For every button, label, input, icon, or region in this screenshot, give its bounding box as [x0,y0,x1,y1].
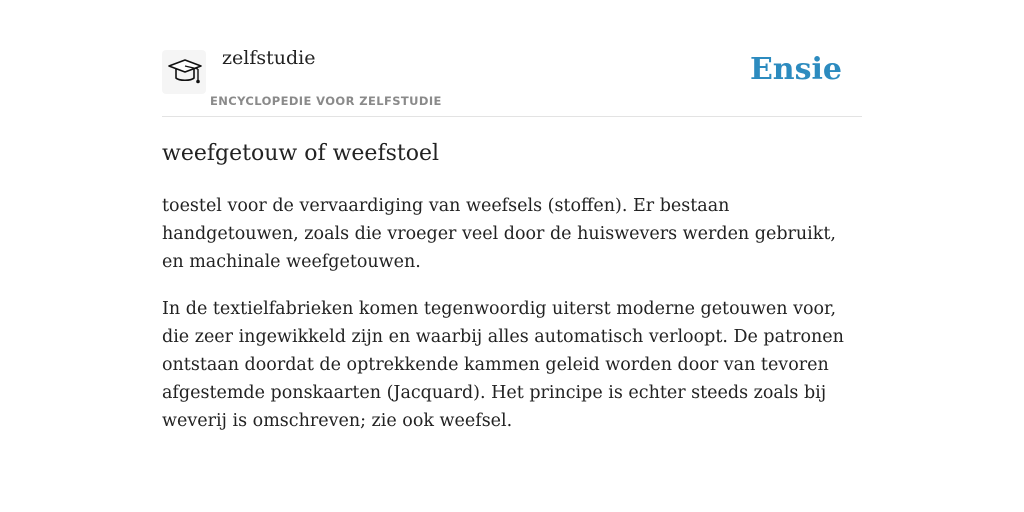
site-name[interactable]: zelfstudie [222,47,316,69]
article-paragraph: In de textielfabrieken komen tegenwoordig uiterst moderne getouwen voor, die zeer ingewikkeld zijn en waarbij alles automatisch verloopt. De patronen ontstaan doordat de optrekkende kammen geleid worden door van tevoren afgestemde ponskaarten (Jacquard). Het principe is echter steeds zoals bij weverij is omschreven; zie ook weefsel. [162,299,844,431]
graduation-cap-icon [167,56,203,88]
article-title: weefgetouw of weefstoel [162,141,440,166]
site-tagline: ENCYCLOPEDIE VOOR ZELFSTUDIE [210,94,442,108]
site-logo[interactable] [162,50,206,94]
brand-logo-link[interactable]: Ensie [749,52,842,87]
site-header [162,0,862,117]
page-container [162,0,862,431]
article-paragraph: toestel voor de vervaardiging van weefsels (stoffen). Er bestaan handgetouwen, zoals die vroeger veel door de huiswevers werden gebruikt, en machinale weefgetouwen. [162,196,836,272]
